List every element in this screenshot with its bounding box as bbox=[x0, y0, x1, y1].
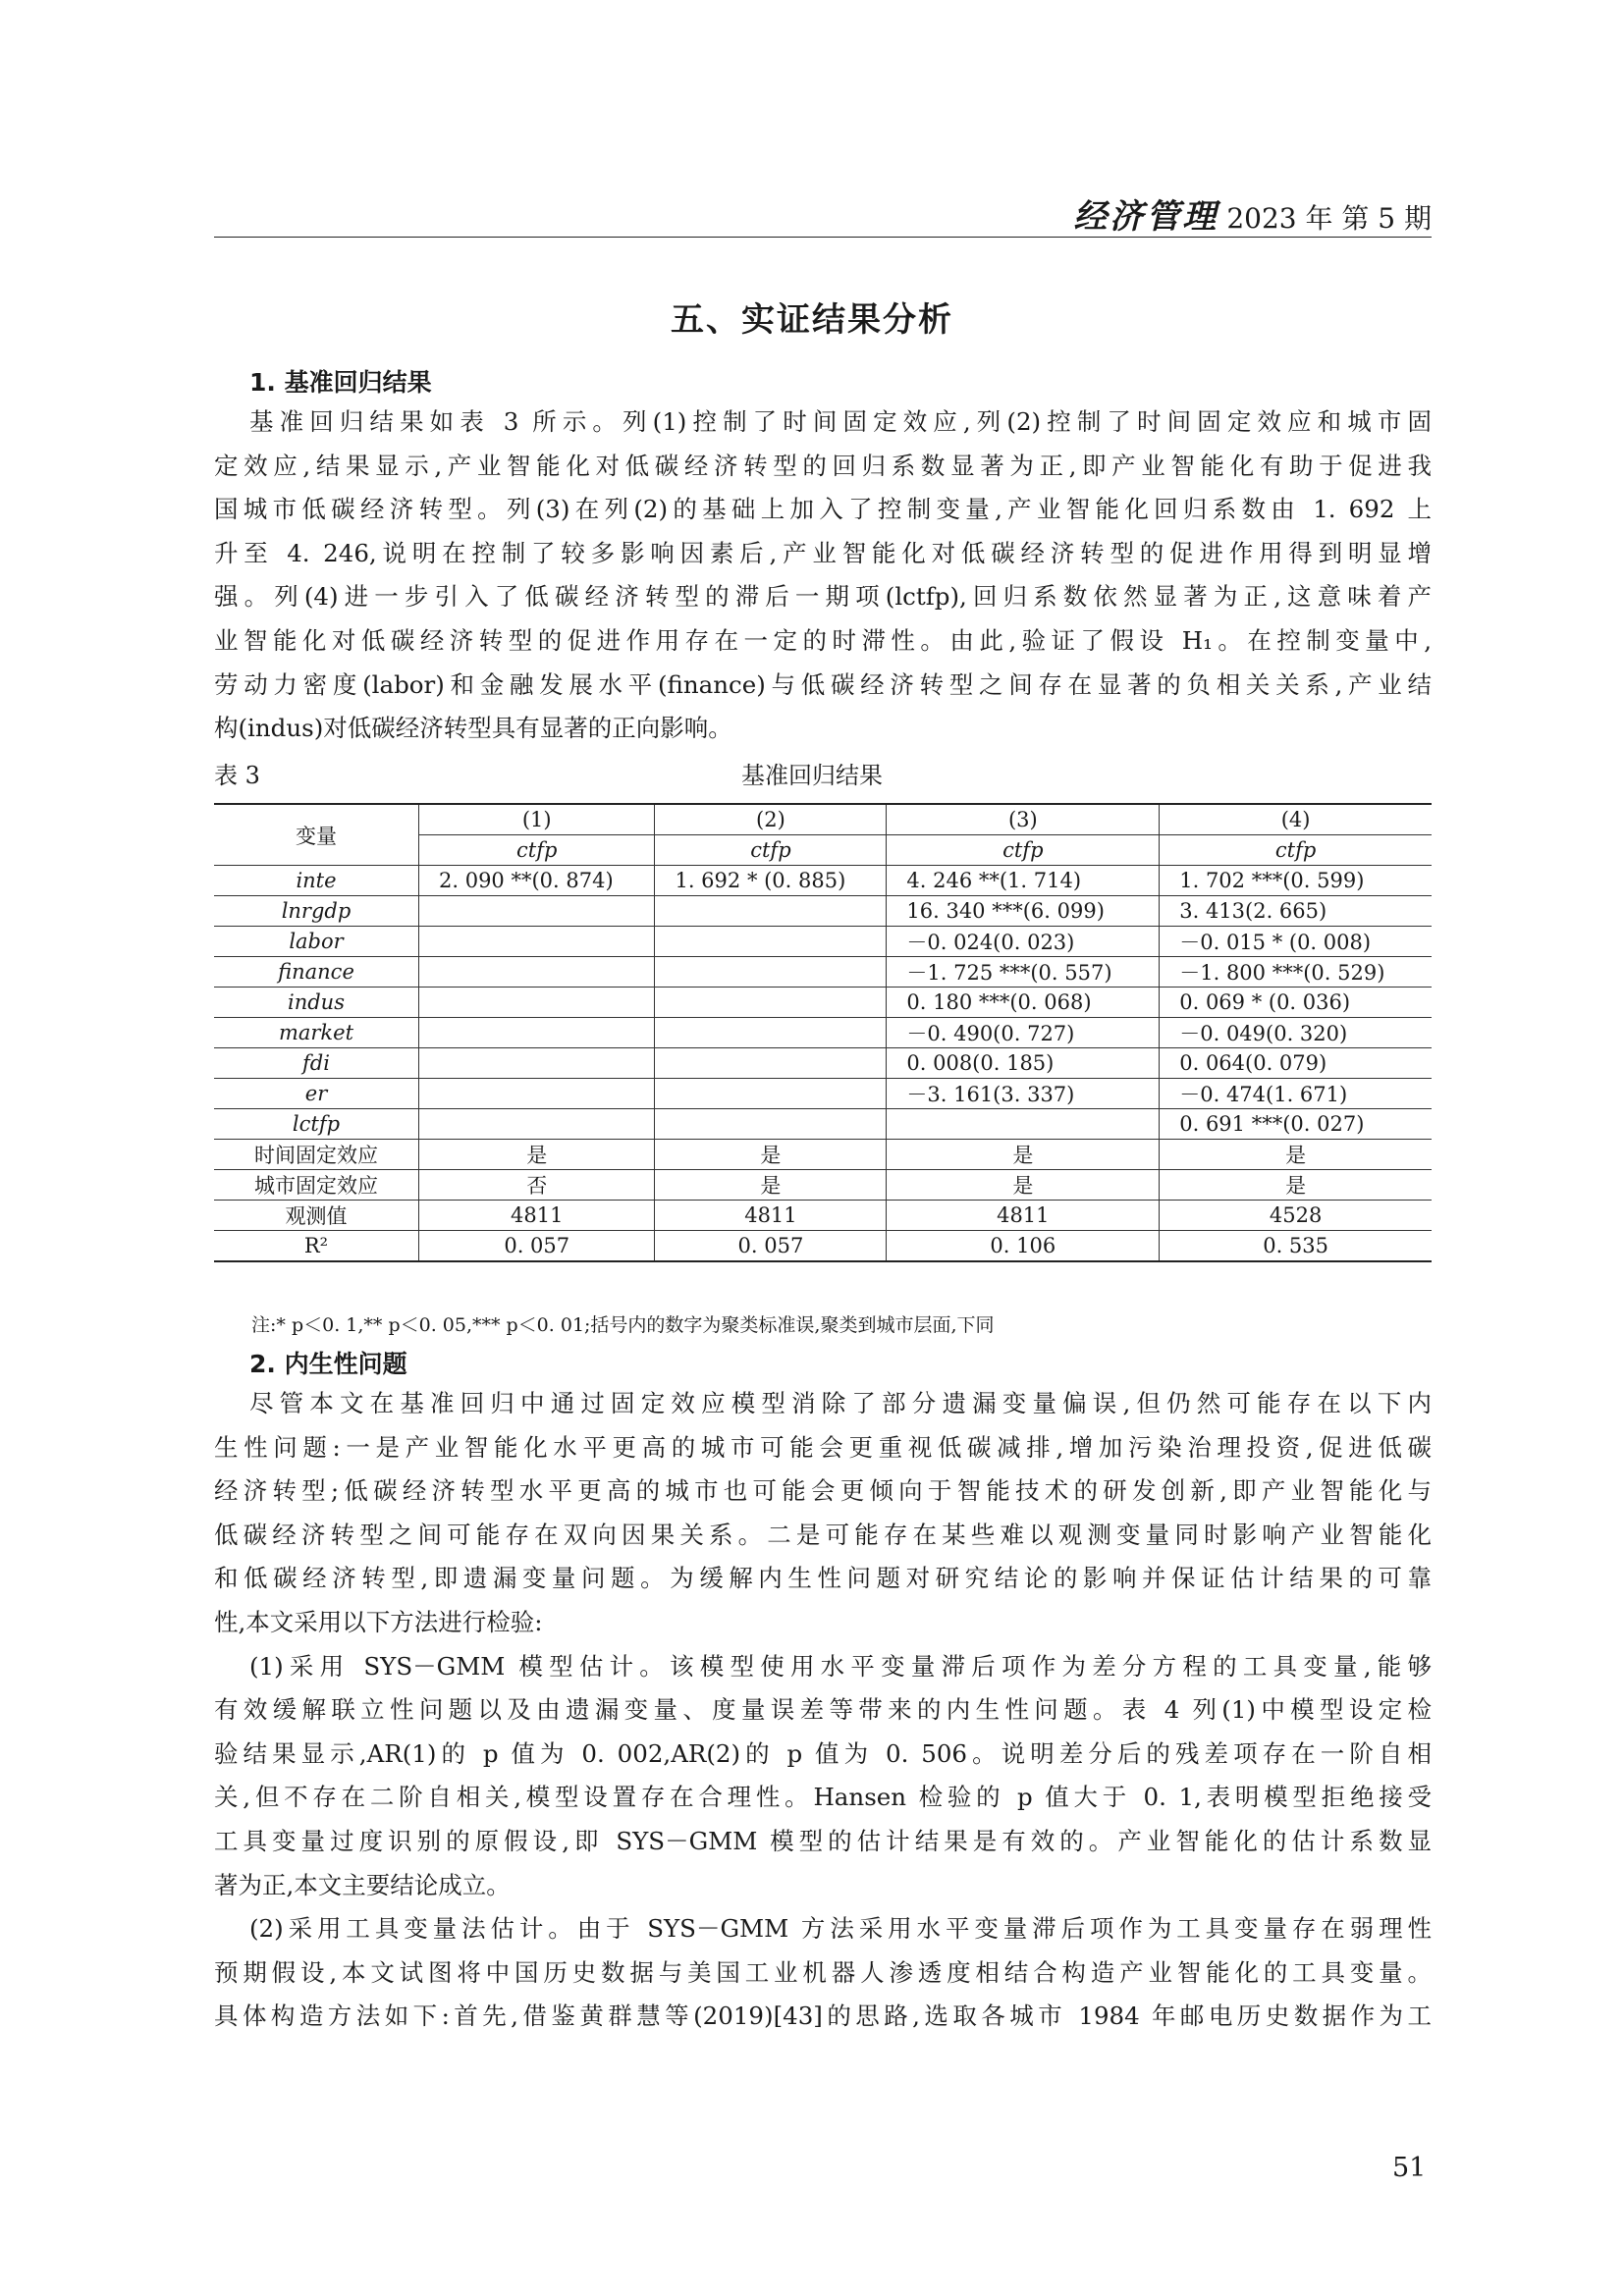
text-line: 著为正,本文主要结论成立。 bbox=[214, 1870, 511, 1899]
coefficient-cell bbox=[419, 988, 655, 1018]
text-line: 升至 4. 246,说明在控制了较多影响因素后,产业智能化对低碳经济转型的促进作用得到明显增 bbox=[214, 538, 1432, 567]
coefficient-cell: －0. 015 * (0. 008) bbox=[1160, 927, 1432, 957]
issue-label: 2023 年 第 5 期 bbox=[1226, 202, 1432, 235]
value-cell: 0. 057 bbox=[419, 1231, 655, 1262]
coefficient-cell: 1. 692 * (0. 885) bbox=[655, 866, 887, 896]
value-cell: 4811 bbox=[655, 1201, 887, 1231]
text-line: 尽管本文在基准回归中通过固定效应模型消除了部分遗漏变量偏误,但仍然可能存在以下内 bbox=[249, 1389, 1432, 1417]
coefficient-cell: 0. 180 ***(0. 068) bbox=[887, 988, 1160, 1018]
table-row bbox=[214, 927, 1432, 957]
variable-name-cell: fdi bbox=[214, 1048, 419, 1079]
table-row bbox=[214, 1170, 1432, 1201]
coefficient-cell bbox=[655, 1109, 887, 1140]
running-header bbox=[214, 189, 1432, 238]
table-row bbox=[214, 988, 1432, 1018]
value-cell: 是 bbox=[655, 1140, 887, 1170]
coefficient-cell bbox=[655, 927, 887, 957]
coefficient-cell bbox=[419, 1079, 655, 1109]
coefficient-cell: －0. 490(0. 727) bbox=[887, 1018, 1160, 1048]
variable-name-cell: er bbox=[214, 1079, 419, 1109]
coefficient-cell bbox=[419, 896, 655, 927]
coefficient-cell bbox=[655, 1018, 887, 1048]
table-row bbox=[214, 1140, 1432, 1170]
text-line: 具体构造方法如下:首先,借鉴黄群慧等(2019)[43]的思路,选取各城市 1984 年邮电历史数据作为工 bbox=[214, 2002, 1432, 2031]
row-label-cell: 时间固定效应 bbox=[214, 1140, 419, 1170]
variable-name-cell: indus bbox=[214, 988, 419, 1018]
value-cell: 是 bbox=[887, 1140, 1160, 1170]
coefficient-cell: －0. 049(0. 320) bbox=[1160, 1018, 1432, 1048]
table-row bbox=[214, 1231, 1432, 1262]
depvar-cell: ctfp bbox=[655, 835, 887, 866]
value-cell: 是 bbox=[1160, 1140, 1432, 1170]
var-header-cell: 变量 bbox=[214, 804, 419, 866]
coefficient-cell bbox=[887, 1109, 1160, 1140]
value-cell: 4811 bbox=[887, 1201, 1160, 1231]
variable-name-cell: inte bbox=[214, 866, 419, 896]
coefficient-cell: －1. 725 ***(0. 557) bbox=[887, 957, 1160, 988]
table-row bbox=[214, 957, 1432, 988]
coefficient-cell: 0. 691 ***(0. 027) bbox=[1160, 1109, 1432, 1140]
regression-table bbox=[214, 803, 1432, 1262]
table-row bbox=[214, 1079, 1432, 1109]
table-label: 表 3 bbox=[214, 762, 260, 789]
coefficient-cell: －0. 474(1. 671) bbox=[1160, 1079, 1432, 1109]
value-cell: 是 bbox=[419, 1140, 655, 1170]
coefficient-cell bbox=[655, 1048, 887, 1079]
value-cell: 0. 106 bbox=[887, 1231, 1160, 1262]
text-line: 和低碳经济转型,即遗漏变量问题。为缓解内生性问题对研究结论的影响并保证估计结果的可靠 bbox=[214, 1564, 1432, 1593]
table-title: 基准回归结果 bbox=[741, 762, 883, 789]
value-cell: 4528 bbox=[1160, 1201, 1432, 1231]
value-cell: 是 bbox=[887, 1170, 1160, 1201]
text-line: 基准回归结果如表 3 所示。列(1)控制了时间固定效应,列(2)控制了时间固定效应和城市固 bbox=[249, 407, 1432, 436]
text-line: (2)采用工具变量法估计。由于 SYS－GMM 方法采用水平变量滞后项作为工具变量存在弱理性 bbox=[249, 1914, 1432, 1944]
section-title: 五、实证结果分析 bbox=[671, 300, 953, 340]
text-line: 经济转型;低碳经济转型水平更高的城市也可能会更倾向于智能技术的研发创新,即产业智能化与 bbox=[214, 1476, 1432, 1506]
coefficient-cell: 4. 246 **(1. 714) bbox=[887, 866, 1160, 896]
variable-name-cell: lctfp bbox=[214, 1109, 419, 1140]
coefficient-cell: 0. 069 * (0. 036) bbox=[1160, 988, 1432, 1018]
text-line: 生性问题:一是产业智能化水平更高的城市可能会更重视低碳减排,增加污染治理投资,促进低碳 bbox=[214, 1432, 1432, 1462]
value-cell: 是 bbox=[1160, 1170, 1432, 1201]
coefficient-cell: 3. 413(2. 665) bbox=[1160, 896, 1432, 927]
coefficient-cell bbox=[655, 988, 887, 1018]
coefficient-cell: 2. 090 **(0. 874) bbox=[419, 866, 655, 896]
variable-name-cell: lnrgdp bbox=[214, 896, 419, 927]
text-line: 低碳经济转型之间可能存在双向因果关系。二是可能存在某些难以观测变量同时影响产业智能化 bbox=[214, 1520, 1432, 1549]
value-cell: 否 bbox=[419, 1170, 655, 1201]
row-label-cell: R² bbox=[214, 1231, 419, 1262]
value-cell: 4811 bbox=[419, 1201, 655, 1231]
text-line: 强。列(4)进一步引入了低碳经济转型的滞后一期项(lctfp),回归系数依然显著为正,这意味着产 bbox=[214, 582, 1432, 612]
page-number: 51 bbox=[1392, 2153, 1427, 2183]
value-cell: 0. 535 bbox=[1160, 1231, 1432, 1262]
variable-name-cell: market bbox=[214, 1018, 419, 1048]
coefficient-cell bbox=[419, 1048, 655, 1079]
variable-name-cell: finance bbox=[214, 957, 419, 988]
text-line: 有效缓解联立性问题以及由遗漏变量、度量误差等带来的内生性问题。表 4 列(1)中模型设定检 bbox=[214, 1695, 1432, 1725]
coefficient-cell bbox=[655, 957, 887, 988]
coefficient-cell bbox=[655, 896, 887, 927]
coefficient-cell bbox=[419, 927, 655, 957]
journal-brand: 经济管理 bbox=[1073, 197, 1219, 237]
subsection-heading-1: 1. 基准回归结果 bbox=[249, 368, 432, 397]
text-line: 验结果显示,AR(1)的 p 值为 0. 002,AR(2)的 p 值为 0. 506。说明差分后的残差项存在一阶自相 bbox=[214, 1738, 1432, 1768]
row-label-cell: 城市固定效应 bbox=[214, 1170, 419, 1201]
table-row bbox=[214, 1201, 1432, 1231]
text-line: 定效应,结果显示,产业智能化对低碳经济转型的回归系数显著为正,即产业智能化有助于促进我 bbox=[214, 451, 1432, 480]
column-header: (4) bbox=[1160, 804, 1432, 835]
table-header-row bbox=[214, 804, 1432, 835]
text-line: 劳动力密度(labor)和金融发展水平(finance)与低碳经济转型之间存在显著的负相关关系,产业结 bbox=[214, 669, 1432, 699]
coefficient-cell: －3. 161(3. 337) bbox=[887, 1079, 1160, 1109]
text-line: (1)采用 SYS－GMM 模型估计。该模型使用水平变量滞后项作为差分方程的工具变量,能够 bbox=[249, 1651, 1432, 1681]
subsection-heading-2: 2. 内生性问题 bbox=[249, 1350, 407, 1378]
table-note: 注:* p＜0. 1,** p＜0. 05,*** p＜0. 01;括号内的数字为聚类标准误,聚类到城市层面,下同 bbox=[251, 1314, 995, 1336]
paragraph-1 bbox=[214, 400, 1432, 751]
journal-issue bbox=[1073, 189, 1432, 238]
fixed-effect-rows bbox=[214, 1140, 1432, 1262]
coefficient-cell: 1. 702 ***(0. 599) bbox=[1160, 866, 1432, 896]
coefficient-cell bbox=[655, 1079, 887, 1109]
table-row bbox=[214, 1109, 1432, 1140]
coefficient-cell: 0. 008(0. 185) bbox=[887, 1048, 1160, 1079]
coefficient-cell: －1. 800 ***(0. 529) bbox=[1160, 957, 1432, 988]
text-line: 构(indus)对低碳经济转型具有显著的正向影响。 bbox=[214, 714, 732, 743]
row-label-cell: 观测值 bbox=[214, 1201, 419, 1231]
coefficient-cell: 16. 340 ***(6. 099) bbox=[887, 896, 1160, 927]
coefficient-cell: －0. 024(0. 023) bbox=[887, 927, 1160, 957]
coefficient-cell bbox=[419, 1018, 655, 1048]
coefficient-cell bbox=[419, 957, 655, 988]
text-line: 国城市低碳经济转型。列(3)在列(2)的基础上加入了控制变量,产业智能化回归系数由 1. 692 上 bbox=[214, 495, 1432, 524]
value-cell: 是 bbox=[655, 1170, 887, 1201]
table-row bbox=[214, 1018, 1432, 1048]
coefficient-cell: 0. 064(0. 079) bbox=[1160, 1048, 1432, 1079]
text-line: 性,本文采用以下方法进行检验: bbox=[214, 1607, 543, 1636]
depvar-cell: ctfp bbox=[1160, 835, 1432, 866]
text-line: 关,但不存在二阶自相关,模型设置存在合理性。Hansen 检验的 p 值大于 0. 1,表明模型拒绝接受 bbox=[214, 1783, 1432, 1812]
column-header: (1) bbox=[419, 804, 655, 835]
paragraph-2 bbox=[214, 1382, 1432, 2039]
column-header: (2) bbox=[655, 804, 887, 835]
column-header: (3) bbox=[887, 804, 1160, 835]
value-cell: 0. 057 bbox=[655, 1231, 887, 1262]
depvar-cell: ctfp bbox=[887, 835, 1160, 866]
variable-name-cell: labor bbox=[214, 927, 419, 957]
text-line: 工具变量过度识别的原假设,即 SYS－GMM 模型的估计结果是有效的。产业智能化的估计系数显 bbox=[214, 1826, 1432, 1855]
text-line: 业智能化对低碳经济转型的促进作用存在一定的时滞性。由此,验证了假设 H₁。在控制变量中, bbox=[214, 625, 1432, 655]
table-row bbox=[214, 1048, 1432, 1079]
coefficient-cell bbox=[419, 1109, 655, 1140]
table-row bbox=[214, 866, 1432, 896]
depvar-cell: ctfp bbox=[419, 835, 655, 866]
text-line: 预期假设,本文试图将中国历史数据与美国工业机器人渗透度相结合构造产业智能化的工具变量。 bbox=[214, 1957, 1432, 1987]
table-row bbox=[214, 896, 1432, 927]
coefficient-rows bbox=[214, 866, 1432, 1140]
